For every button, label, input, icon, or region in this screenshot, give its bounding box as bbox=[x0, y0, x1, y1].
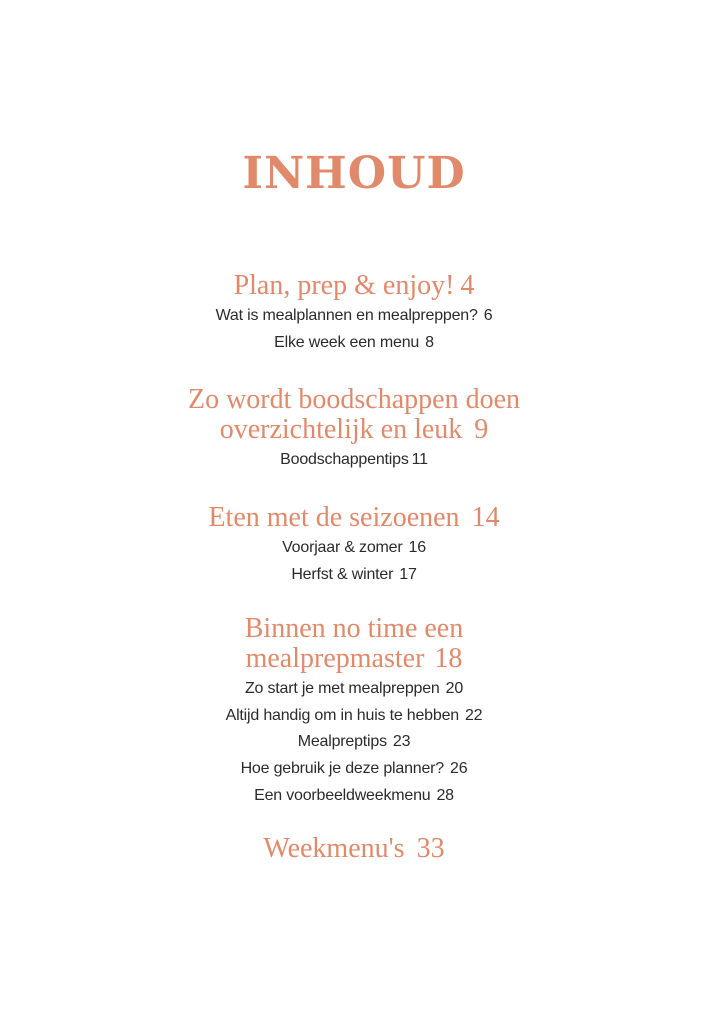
toc-entry bbox=[0, 535, 708, 562]
section-page-number: 33 bbox=[416, 833, 445, 864]
toc-entry-label: Wat is mealplannen en mealpreppen? bbox=[215, 307, 478, 324]
section-page-number: 18 bbox=[434, 643, 463, 674]
toc-entry-page: 28 bbox=[436, 786, 454, 804]
section-heading bbox=[0, 385, 708, 445]
toc-entry bbox=[0, 330, 708, 357]
toc-entry-page: 16 bbox=[408, 539, 426, 556]
toc-entry-page: 23 bbox=[392, 733, 411, 751]
section-heading-line: Binnen no time een bbox=[244, 613, 464, 644]
toc-entry-label: Boodschappentips bbox=[280, 451, 409, 468]
toc-section-plan-prep-enjoy bbox=[0, 271, 708, 356]
section-heading-line: Zo wordt boodschappen doen bbox=[187, 384, 521, 415]
section-page-number: 4 bbox=[460, 270, 475, 301]
toc-entry-label: Voorjaar & zomer bbox=[282, 539, 403, 556]
toc-entry bbox=[0, 676, 708, 703]
section-heading-line: mealprepmaster bbox=[245, 643, 425, 674]
toc-entry-page: 22 bbox=[464, 706, 483, 724]
toc-section-mealprepmaster bbox=[0, 614, 708, 810]
section-page-number: 14 bbox=[471, 502, 500, 533]
toc-section-boodschappen bbox=[0, 385, 708, 474]
toc-entry bbox=[0, 562, 708, 589]
section-page-number: 9 bbox=[474, 414, 489, 445]
toc-entry bbox=[0, 729, 708, 756]
toc-entry-page: 20 bbox=[445, 680, 464, 697]
section-heading bbox=[0, 834, 708, 864]
toc-entry bbox=[0, 783, 708, 810]
section-heading bbox=[0, 614, 708, 674]
toc-section-weekmenus bbox=[0, 834, 708, 864]
toc-entry-page: 17 bbox=[399, 565, 417, 583]
toc-entry bbox=[0, 703, 708, 730]
toc-entry-label: Mealpreptips bbox=[297, 733, 387, 751]
section-heading-line: Plan, prep & enjoy! bbox=[233, 270, 455, 301]
toc-entry-page: 11 bbox=[411, 451, 428, 468]
toc-entry-label: Hoe gebruik je deze planner? bbox=[240, 760, 445, 778]
toc-entry-label: Elke week een menu bbox=[274, 333, 420, 351]
section-heading-line: Eten met de seizoenen bbox=[208, 502, 460, 533]
toc-entry-label: Herfst & winter bbox=[291, 565, 394, 583]
toc-entry bbox=[0, 447, 708, 474]
section-heading-line: Weekmenu's bbox=[263, 833, 405, 864]
toc-entry-label: Zo start je met mealpreppen bbox=[244, 680, 440, 697]
toc-entry-page: 6 bbox=[483, 307, 493, 324]
toc-entry-page: 8 bbox=[425, 333, 434, 351]
section-heading bbox=[0, 503, 708, 533]
toc-entry-label: Een voorbeeldweekmenu bbox=[254, 786, 431, 804]
toc-entry-label: Altijd handig om in huis te hebben bbox=[225, 706, 459, 724]
toc-section-seizoenen bbox=[0, 503, 708, 588]
toc-title: INHOUD bbox=[242, 148, 466, 199]
toc-entry-page: 26 bbox=[450, 760, 468, 778]
toc-entry bbox=[0, 756, 708, 783]
section-heading-line: overzichtelijk en leuk bbox=[219, 414, 463, 445]
section-heading bbox=[0, 271, 708, 301]
toc-entry bbox=[0, 303, 708, 330]
